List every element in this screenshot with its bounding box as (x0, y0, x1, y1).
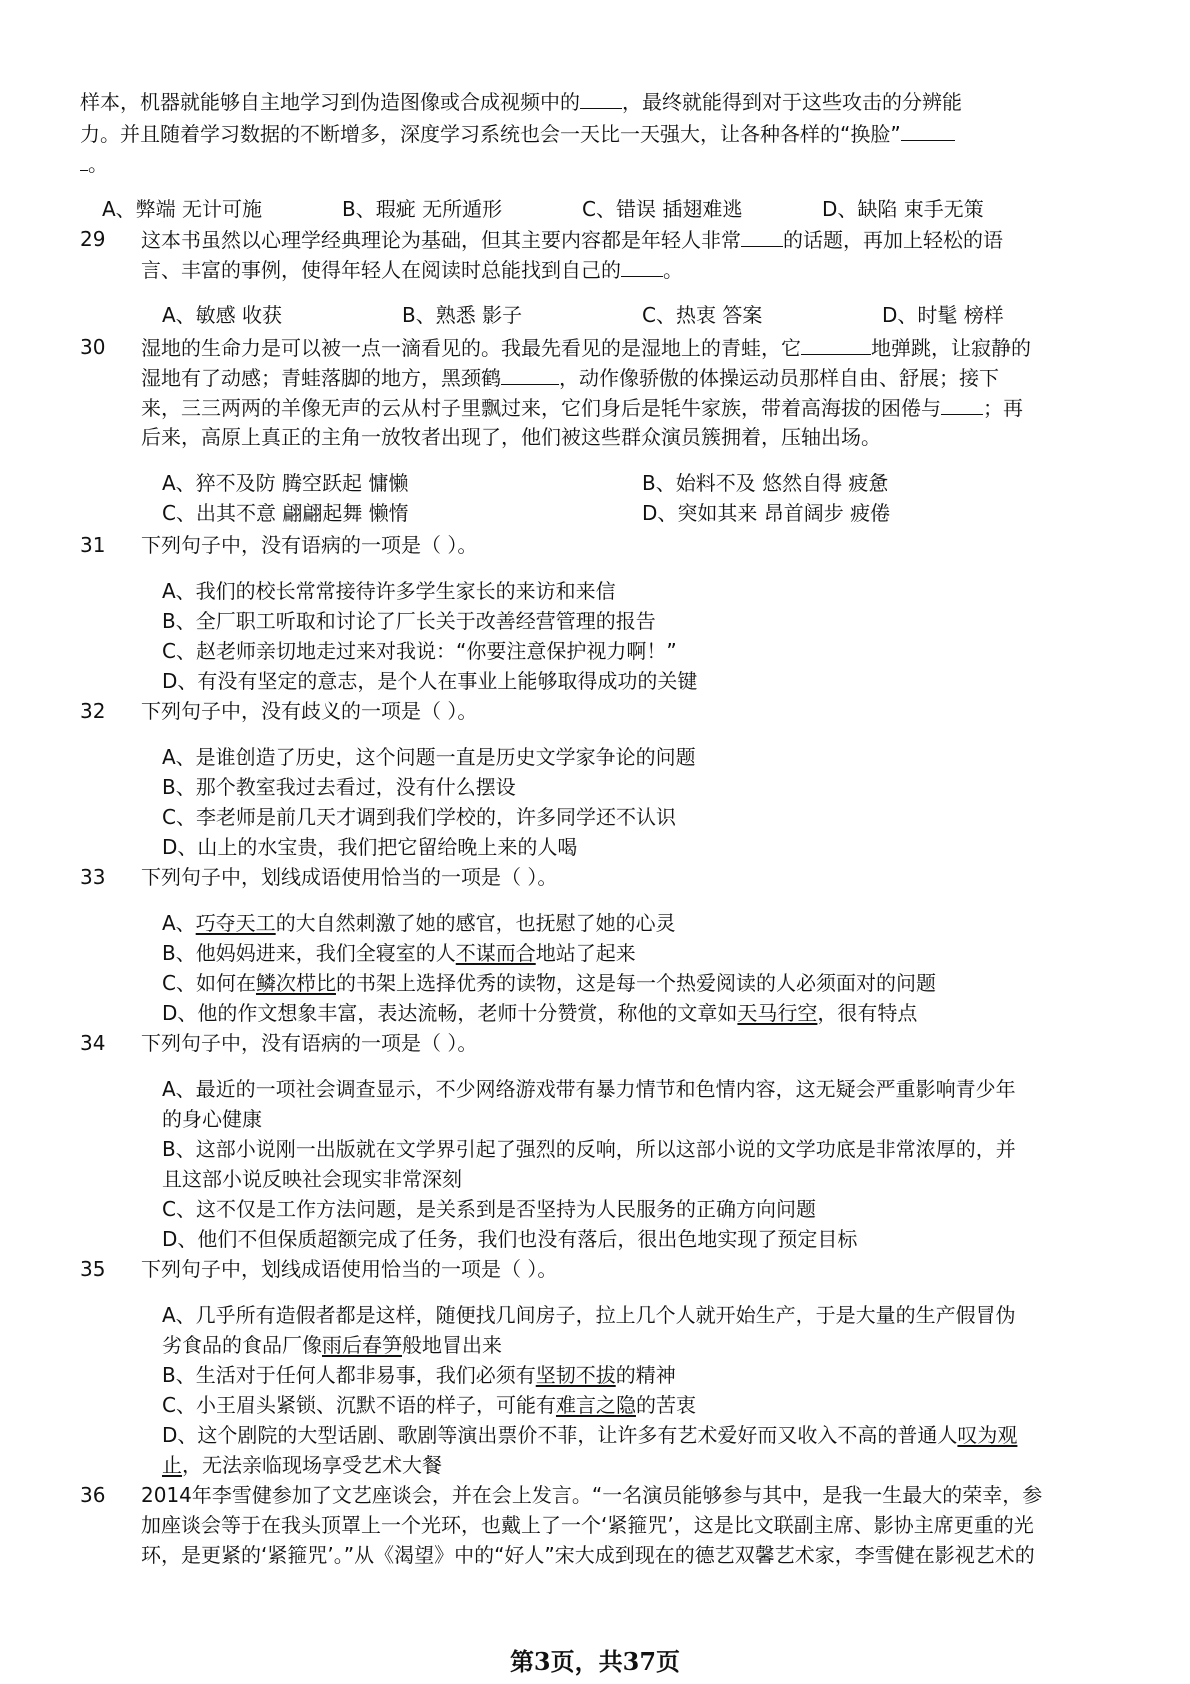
underlined-idiom: 巧夺天工 (195, 911, 276, 935)
q29-option-d: D、时髦 榜样 (882, 303, 1004, 327)
q29-line-2 (141, 256, 683, 283)
underlined-idiom: 雨后春笋 (322, 1333, 402, 1357)
q30-line-3 (141, 394, 1023, 421)
answer-blank (621, 256, 663, 277)
q31-stem: 下列句子中，没有语病的一项是（ ）。 (141, 533, 478, 557)
q30-text: ；再 (983, 396, 1023, 420)
q31-option-c: C、赵老师亲切地走过来对我说：“你要注意保护视力啊！” (162, 639, 677, 663)
option-text: C、如何在 (162, 971, 256, 995)
q29-number: 29 (80, 227, 106, 251)
q34-option-b-line-1: B、这部小说刚一出版就在文学界引起了强烈的反响，所以这部小说的文学功底是非常浓厚的，并 (162, 1137, 1016, 1161)
q29-text: 。 (663, 258, 683, 282)
q29-text: 的话题，再加上轻松的语 (783, 228, 1003, 252)
q33-option-a (162, 910, 676, 936)
option-text: ，很有特点 (817, 1001, 918, 1025)
q33-option-b (162, 940, 636, 966)
underlined-idiom: 坚韧不拔 (535, 1363, 616, 1387)
option-text: 的大自然刺激了她的感官，也抚慰了她的心灵 (275, 911, 676, 935)
q28-line-2 (80, 120, 955, 147)
q35-option-d-line-1 (162, 1422, 1017, 1448)
q32-option-c: C、李老师是前几天才调到我们学校的，许多同学还不认识 (162, 805, 676, 829)
q35-stem: 下列句子中，划线成语使用恰当的一项是（ ）。 (141, 1257, 558, 1281)
option-text: D、这个剧院的大型话剧、歌剧等演出票价不菲，让许多有艺术爱好而又收入不高的普通人 (162, 1423, 958, 1447)
option-text: B、生活对于任何人都非易事，我们必须有 (162, 1363, 536, 1387)
q34-stem: 下列句子中，没有语病的一项是（ ）。 (141, 1031, 478, 1055)
q33-stem: 下列句子中，划线成语使用恰当的一项是（ ）。 (141, 865, 558, 889)
underlined-idiom: 不谋而合 (455, 941, 536, 965)
option-text: ，无法亲临现场享受艺术大餐 (182, 1453, 442, 1477)
q30-text: 湿地的生命力是可以被一点一滴看见的。我最先看见的是湿地上的青蛙，它 (141, 336, 801, 360)
option-text: C、小王眉头紧锁、沉默不语的样子，可能有 (162, 1393, 556, 1417)
q28-text: 力。并且随着学习数据的不断增多，深度学习系统也会一天比一天强大，让各种各样的“换脸” (80, 122, 901, 146)
q35-number: 35 (80, 1257, 106, 1281)
q30-line-2 (141, 364, 999, 391)
option-text: 劣食品的食品厂像 (162, 1333, 322, 1357)
q33-option-c (162, 970, 936, 996)
q31-number: 31 (80, 533, 106, 557)
q30-option-d: D、突如其来 昂首阔步 疲倦 (642, 501, 891, 525)
option-text: B、他妈妈进来，我们全寝室的人 (162, 941, 456, 965)
q28-line-1 (80, 88, 962, 115)
underlined-idiom: 难言之隐 (555, 1393, 636, 1417)
q28-option-c: C、错误 插翅难逃 (582, 197, 743, 221)
underlined-idiom: 天马行空 (737, 1001, 818, 1025)
answer-blank (501, 364, 559, 385)
q28-line-3 (80, 150, 108, 177)
option-text: D、他的作文想象丰富，表达流畅，老师十分赞赏，称他的文章如 (162, 1001, 738, 1025)
q30-option-b: B、始料不及 悠然自得 疲惫 (642, 471, 889, 495)
answer-blank (941, 394, 983, 415)
q29-line-1 (141, 226, 1003, 253)
q29-option-c: C、热衷 答案 (642, 303, 763, 327)
q28-option-d: D、缺陷 束手无策 (822, 197, 984, 221)
q28-option-a: A、弊端 无计可施 (102, 197, 263, 221)
q36-line-3: 环，是更紧的‘紧箍咒’。”从《渴望》中的“好人”宋大成到现在的德艺双馨艺术家，李雪健在影视艺术的 (141, 1543, 1035, 1567)
underlined-idiom: 止 (162, 1453, 182, 1477)
q28-option-b: B、瑕疵 无所遁形 (342, 197, 503, 221)
answer-blank (801, 334, 871, 355)
q30-line-1 (141, 334, 1031, 361)
answer-blank (80, 150, 88, 171)
q30-line-4: 后来，高原上真正的主角一放牧者出现了，他们被这些群众演员簇拥着，压轴出场。 (141, 425, 881, 449)
q28-text: 。 (88, 152, 108, 176)
q34-option-c: C、这不仅是工作方法问题，是关系到是否坚持为人民服务的正确方向问题 (162, 1197, 816, 1221)
q34-option-a-line-1: A、最近的一项社会调查显示，不少网络游戏带有暴力情节和色情内容，这无疑会严重影响青少年 (162, 1077, 1016, 1101)
q30-number: 30 (80, 335, 106, 359)
q34-number: 34 (80, 1031, 106, 1055)
underlined-idiom: 鳞次栉比 (255, 971, 336, 995)
option-text: A、 (162, 911, 196, 935)
q30-option-a: A、猝不及防 腾空跃起 慵懒 (162, 471, 409, 495)
q28-text: ，最终就能得到对于这些攻击的分辨能 (622, 90, 962, 114)
q35-option-d-line-2 (162, 1452, 442, 1478)
q32-option-b: B、那个教室我过去看过，没有什么摆设 (162, 775, 516, 799)
q28-text: 样本，机器就能够自主地学习到伪造图像或合成视频中的 (80, 90, 580, 114)
q35-option-c (162, 1392, 696, 1418)
q29-option-b: B、熟悉 影子 (402, 303, 523, 327)
q31-option-d: D、有没有坚定的意志，是个人在事业上能够取得成功的关键 (162, 669, 698, 693)
q30-text: 来，三三两两的羊像无声的云从村子里飘过来，它们身后是牦牛家族，带着高海拔的困倦与 (141, 396, 941, 420)
answer-blank (580, 88, 622, 109)
option-text: 般地冒出来 (402, 1333, 502, 1357)
option-text: 的苦衷 (635, 1393, 696, 1417)
underlined-idiom: 叹为观 (957, 1423, 1018, 1447)
q35-option-b (162, 1362, 676, 1388)
q29-option-a: A、敏感 收获 (162, 303, 283, 327)
q30-text: ，动作像骄傲的体操运动员那样自由、舒展；接下 (559, 366, 999, 390)
q36-line-2: 加座谈会等于在我头顶罩上一个光环，也戴上了一个‘紧箍咒’，这是比文联副主席、影协主席更重的光 (141, 1513, 1034, 1537)
q34-option-a-line-2: 的身心健康 (162, 1107, 262, 1131)
q30-option-c: C、出其不意 翩翩起舞 懒惰 (162, 501, 409, 525)
option-text: 的书架上选择优秀的读物，这是每一个热爱阅读的人必须面对的问题 (335, 971, 936, 995)
q30-text: 湿地有了动感；青蛙落脚的地方，黑颈鹤 (141, 366, 501, 390)
q31-option-b: B、全厂职工听取和讨论了厂长关于改善经营管理的报告 (162, 609, 656, 633)
q32-option-d: D、山上的水宝贵，我们把它留给晚上来的人喝 (162, 835, 578, 859)
q36-line-1: 2014年李雪健参加了文艺座谈会，并在会上发言。“一名演员能够参与其中，是我一生最大的荣幸，参 (141, 1483, 1043, 1507)
q32-option-a: A、是谁创造了历史，这个问题一直是历史文学家争论的问题 (162, 745, 696, 769)
option-text: 地站了起来 (535, 941, 636, 965)
q33-option-d (162, 1000, 917, 1026)
q29-text: 这本书虽然以心理学经典理论为基础，但其主要内容都是年轻人非常 (141, 228, 741, 252)
option-text: 的精神 (615, 1363, 676, 1387)
q30-text: 地弹跳，让寂静的 (871, 336, 1031, 360)
q33-number: 33 (80, 865, 106, 889)
q34-option-d: D、他们不但保质超额完成了任务，我们也没有落后，很出色地实现了预定目标 (162, 1227, 858, 1251)
q35-option-a-line-2 (162, 1332, 502, 1358)
q31-option-a: A、我们的校长常常接待许多学生家长的来访和来信 (162, 579, 616, 603)
q36-number: 36 (80, 1483, 106, 1507)
page-footer: 第3页，共37页 (509, 1647, 681, 1676)
q34-option-b-line-2: 且这部小说反映社会现实非常深刻 (162, 1167, 462, 1191)
q35-option-a-line-1: A、几乎所有造假者都是这样，随便找几间房子，拉上几个人就开始生产，于是大量的生产假冒伪 (162, 1303, 1016, 1327)
q32-number: 32 (80, 699, 106, 723)
q32-stem: 下列句子中，没有歧义的一项是（ ）。 (141, 699, 478, 723)
answer-blank (901, 120, 955, 141)
answer-blank (741, 226, 783, 247)
q29-text: 言、丰富的事例，使得年轻人在阅读时总能找到自己的 (141, 258, 621, 282)
